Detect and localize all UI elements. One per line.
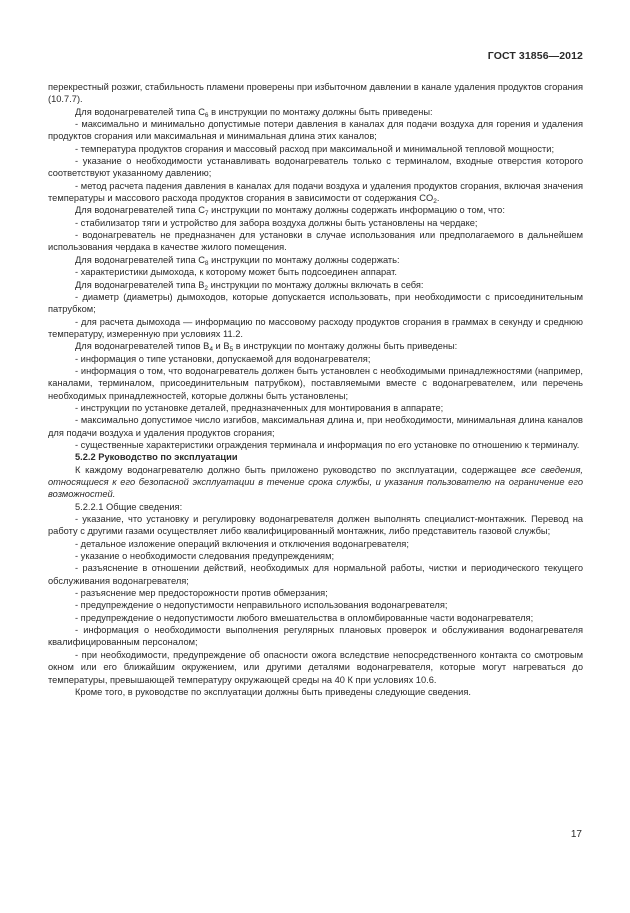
list-item: - разъяснение в отношении действий, необходимых для нормальной работы, чистки и периодического текущего обслуживания водонагревателя; [48,563,583,586]
list-item: - указание о необходимости устанавливать водонагреватель только с терминалом, входные отверстия которого соответствуют указанному давлению; [48,156,583,179]
subscript: 8 [204,259,209,267]
list-item: - температура продуктов сгорания и массовый расход при максимальной и минимальной тепловой мощности; [75,143,555,154]
list-item: - инструкции по установке деталей, предназначенных для монтирования в аппарате; [75,402,444,413]
subsection-heading: 5.2.2.1 Общие сведения: [75,501,183,512]
list-item: - предупреждение о недопустимости неправильного использования водонагревателя; [75,600,448,611]
text: Для водонагревателей типа С [75,254,205,265]
paragraph [48,106,583,118]
text: в инструкции по монтажу должны быть приведены: [208,106,433,117]
list-item: - при необходимости, предупреждение об опасности ожога вследствие непосредственного контакта со смотровым окном или его ближайшим окружением, или другими деталями водонагревателя, которые могут нагреваться до температуры, превышающей температуру окружающей среды на 40 К при условиях 10.6. [48,649,583,685]
text: инструкции по монтажу должны включать в себя: [208,279,424,290]
list-item: - стабилизатор тяги и устройство для забора воздуха должны быть установлены на чердаке; [75,217,478,228]
list-item: - детальное изложение операций включения и отключения водонагревателя; [75,538,409,549]
section-heading: 5.2.2 Руководство по эксплуатации [75,452,238,463]
paragraph: перекрестный розжиг, стабильность пламени проверены при избыточном давлении в канале удаления продуктов сгорания (10.7.7). [48,82,583,105]
list-item: - указание, что установку и регулировку водонагревателя должен выполнять специалист-монтажник. Перевод на работу с другими газами осуществляет либо квалифицированный монтажник, либо представитель газовой службы; [48,514,583,537]
text: Для водонагревателей типа С [75,205,205,216]
list-item: - разъяснение мер предосторожности против обмерзания; [75,588,328,599]
list-item: - максимально и минимально допустимые потери давления в каналах для подачи воздуха для горения и удаления продуктов сгорания или максимальная и минимальная длина этих каналов; [48,119,583,142]
subscript: 4 [209,346,213,354]
list-item: - указание о необходимости следования предупреждениям; [75,551,335,562]
page-number: 17 [570,829,582,840]
text: К каждому водонагревателю должно быть приложено руководство по эксплуатации, содержащее [75,464,522,475]
text: Для водонагревателей типа В [75,279,205,290]
list-item: - водонагреватель не предназначен для установки в случае использования или предполагаемого в дальнейшем использования чердака в качестве жилого помещения. [48,230,583,253]
list-item: - для расчета дымохода — информацию по массовому расходу продуктов сгорания в граммах в секунду и среднюю температуру, измеренную при условиях 11.2. [48,316,583,339]
paragraph [48,279,583,291]
text: инструкции по монтажу должны содержать: [208,254,400,265]
list-item: - информация о том, что водонагреватель должен быть установлен с необходимыми принадлежностями (например, каналами, терминалом, присоединительным патрубком), поставляемыми вместе с водонагревателем, или перечень необходимых принадлежностей, которые должны быть установлены; [48,365,583,401]
paragraph [48,204,583,216]
paragraph [48,340,583,352]
paragraph [48,254,583,266]
subscript: 7 [204,210,209,218]
subscript: 5 [229,346,234,354]
text: Для водонагревателей типа С [75,106,205,117]
italic-text: все сведения, относящиеся к его безопасной эксплуатации в течение срока службы, и указания пользователю на ограничение его возможностей. [48,464,583,500]
text: инструкции по монтажу должны содержать информацию о том, что: [208,205,505,216]
list-item: - характеристики дымохода, к которому может быть подсоединен аппарат. [75,267,397,278]
text: в инструкции по монтажу должны быть приведены: [233,341,458,352]
subscript: 2 [433,198,437,206]
list-item: - информация о необходимости выполнения регулярных плановых проверок и обслуживания водонагревателя квалифицированным персоналом; [48,625,583,648]
paragraph [48,464,583,501]
paragraph: Кроме того, в руководстве по эксплуатации должны быть приведены следующие сведения. [75,686,471,697]
list-item: - максимально допустимое число изгибов, максимальная длина и, при необходимости, минимальная длина каналов для подачи воздуха и удаления продуктов сгорания; [48,415,583,438]
list-item: - предупреждение о недопустимости любого вмешательства в опломбированные части водонагревателя; [75,612,534,623]
list-item [48,180,583,205]
standard-designation: ГОСТ 31856—2012 [487,50,583,62]
text: . [436,193,440,204]
subscript: 6 [204,111,209,119]
document-body [48,81,583,698]
subscript: 2 [204,284,209,292]
text: Для водонагревателей типов В [75,341,210,352]
text: - метод расчета падения давления в каналах для подачи воздуха и удаления продуктов сгорания, включая значения температуры и массового расхода продуктов сгорания в зависимости от содержания CO [48,180,583,204]
list-item: - диаметр (диаметры) дымоходов, которые допускается использовать, при необходимости с присоединительным патрубком; [48,291,583,315]
list-item: - информация о типе установки, допускаемой для водонагревателя; [75,353,371,364]
list-item: - существенные характеристики ограждения терминала и информация по его установке по отношению к терминалу. [75,439,580,450]
text: и В [212,341,230,352]
